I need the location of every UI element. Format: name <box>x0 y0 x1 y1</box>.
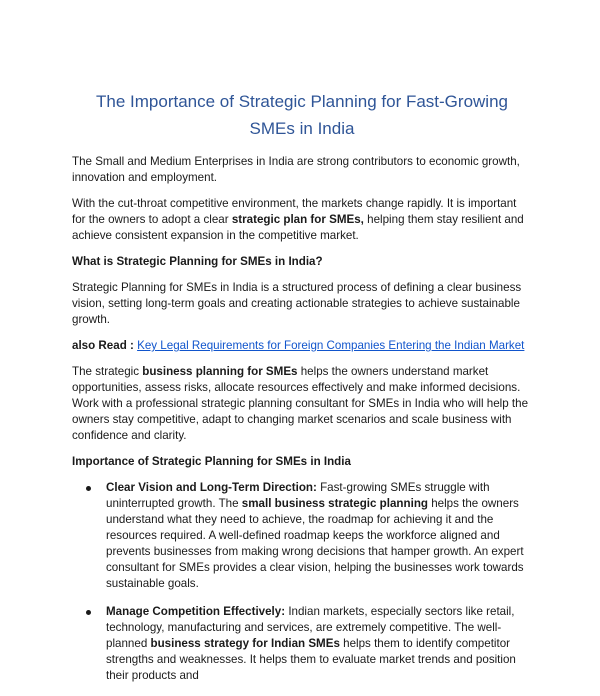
intro-paragraph: The Small and Medium Enterprises in India are strong contributors to economic growth, innovation and employment. <box>72 155 520 184</box>
competition-paragraph <box>72 196 532 244</box>
paragraph-text: With the cut-throat competitive environment, the markets change rapidly. It is important for the owners to adopt a clear <box>72 197 517 226</box>
bold-phrase: small business strategic planning <box>241 497 428 510</box>
list-item <box>106 604 532 684</box>
paragraph-text: The strategic <box>72 365 143 378</box>
bullet-icon <box>86 610 91 615</box>
also-read-line <box>72 338 532 354</box>
document-content <box>72 88 532 696</box>
business-planning-paragraph <box>72 364 532 444</box>
list-item <box>106 480 532 592</box>
list-item-title: Manage Competition Effectively: <box>106 605 286 618</box>
section-heading-importance <box>72 454 532 470</box>
also-read-label: also Read : <box>72 339 134 352</box>
list-item-text: helps the owners understand what they need to achieve, the roadmap for achieving it and the resources required. A well-defined roadmap keeps the workforce aligned and prevents businesses from making wrong decisions that hamper growth. An expert consultant for SMEs provides a clear vision, helping the businesses work towards sustainable goals. <box>106 497 524 590</box>
list-item-text: Fast-growing SMEs struggle with uninterrupted growth. The <box>106 481 490 510</box>
heading-text: What is Strategic Planning for SMEs in India? <box>72 255 323 268</box>
list-item-title: Clear Vision and Long-Term Direction: <box>106 481 317 494</box>
bullet-icon <box>86 486 91 491</box>
heading-text: Importance of Strategic Planning for SMEs in India <box>72 455 351 468</box>
bold-phrase: business strategy for Indian SMEs <box>150 637 340 650</box>
importance-list <box>72 480 532 684</box>
bold-phrase: business planning for SMEs <box>142 365 298 378</box>
bold-phrase: strategic plan for SMEs, <box>231 213 364 226</box>
section-heading-what-is <box>72 254 532 270</box>
definition-paragraph: Strategic Planning for SMEs in India is a structured process of defining a clear business vision, setting long-term goals and creating actionable strategies to achieve sustainable growth. <box>72 281 522 326</box>
list-item-text: Indian markets, especially sectors like retail, technology, manufacturing and services, are extremely competitive. The well-planned <box>106 605 515 650</box>
paragraph-text: helping them stay resilient and achieve consistent expansion in the competitive market. <box>72 213 524 242</box>
paragraph-text: helps the owners understand market opportunities, assess risks, allocate resources effectively and make informed decisions. Work with a professional strategic planning consultant for SMEs in India who will help the owners stay competitive, adapt to changing market scenarios and scale business with confidence and clarity. <box>72 365 529 442</box>
list-item-text: helps them to identify competitor strengths and weaknesses. It helps them to evaluate market trends and position their products and <box>106 637 516 682</box>
also-read-link[interactable]: Key Legal Requirements for Foreign Companies Entering the Indian Market <box>137 339 525 352</box>
page-title: The Importance of Strategic Planning for Fast-Growing SMEs in India <box>96 92 508 138</box>
